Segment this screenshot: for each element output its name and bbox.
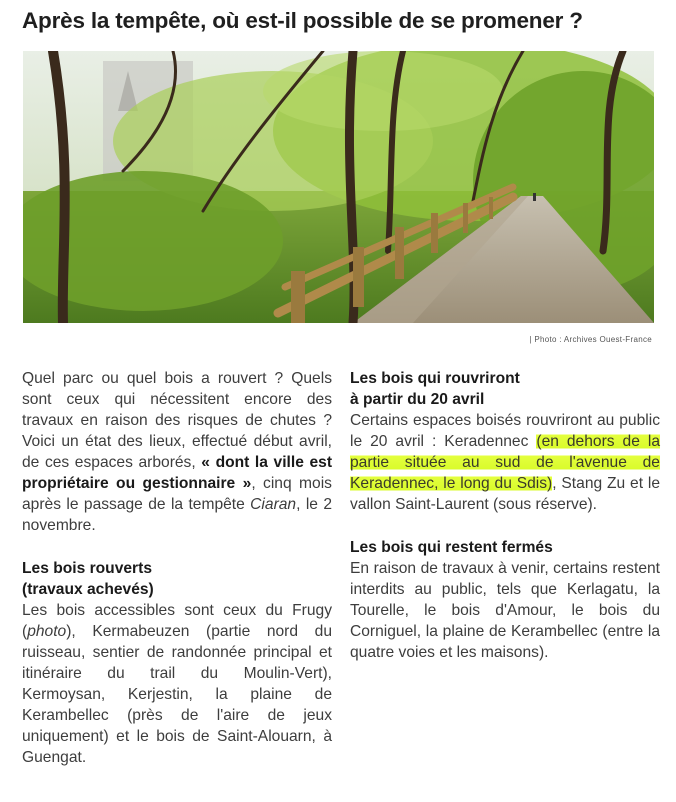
section-heading-closed: Les bois qui restent fermés [350, 539, 553, 556]
article-headline: Après la tempête, où est-il possible de se promener ? [22, 8, 583, 33]
quoted-text: « dont la ville est propriétaire ou gestionnaire » [22, 454, 333, 492]
section-heading-open: Les bois rouverts (travaux achevés) [22, 560, 154, 598]
photo-credit: | Photo : Archives Ouest-France [529, 335, 652, 344]
forest-path-photo [23, 51, 654, 323]
highlighted-text: (en dehors de la partie située au sud de l'avenue de Keradennec, le long du Sdis) [350, 433, 660, 492]
left-column [22, 368, 332, 768]
intro-paragraph: Quel parc ou quel bois a rouvert ? Quels sont ceux qui nécessitent encore des travaux en raison des risques de chutes ? Voici un état des lieux, effectué début avril, de ces espaces arborés, « dont la ville est propriétaire ou gestionnaire », cinq mois après le passage de la tempête Ciaran, le 2 novembre. [22, 370, 333, 534]
right-column [350, 368, 660, 663]
open-woods-paragraph: Les bois accessibles sont ceux du Frugy (photo), Kermabeuzen (partie nord du ruisseau, sentier de randonnée principal et itinéraire du trail du Moulin-Vert), Kermoysan, Kerjestin, la plaine de Kerambellec (près de l'aire de jeux uniquement) et le bois de Saint-Alouarn, à Guengat. [22, 602, 332, 766]
storm-name: Ciaran [250, 496, 297, 513]
closed-woods-paragraph: En raison de travaux à venir, certains restent interdits au public, tels que Kerlagatu, la Tourelle, le bois d'Amour, le bois du Corniguel, la plaine de Kerambellec (entre la quatre voies et les maisons). [350, 560, 660, 661]
section-heading-reopen: Les bois qui rouvriront à partir du 20 avril [350, 370, 520, 408]
reopen-woods-paragraph: Certains espaces boisés rouvriront au public le 20 avril : Keradennec (en dehors de la partie située au sud de l'avenue de Keradennec, le long du Sdis), Stang Zu et le vallon Saint-Laurent (sous réserve). [350, 412, 660, 513]
